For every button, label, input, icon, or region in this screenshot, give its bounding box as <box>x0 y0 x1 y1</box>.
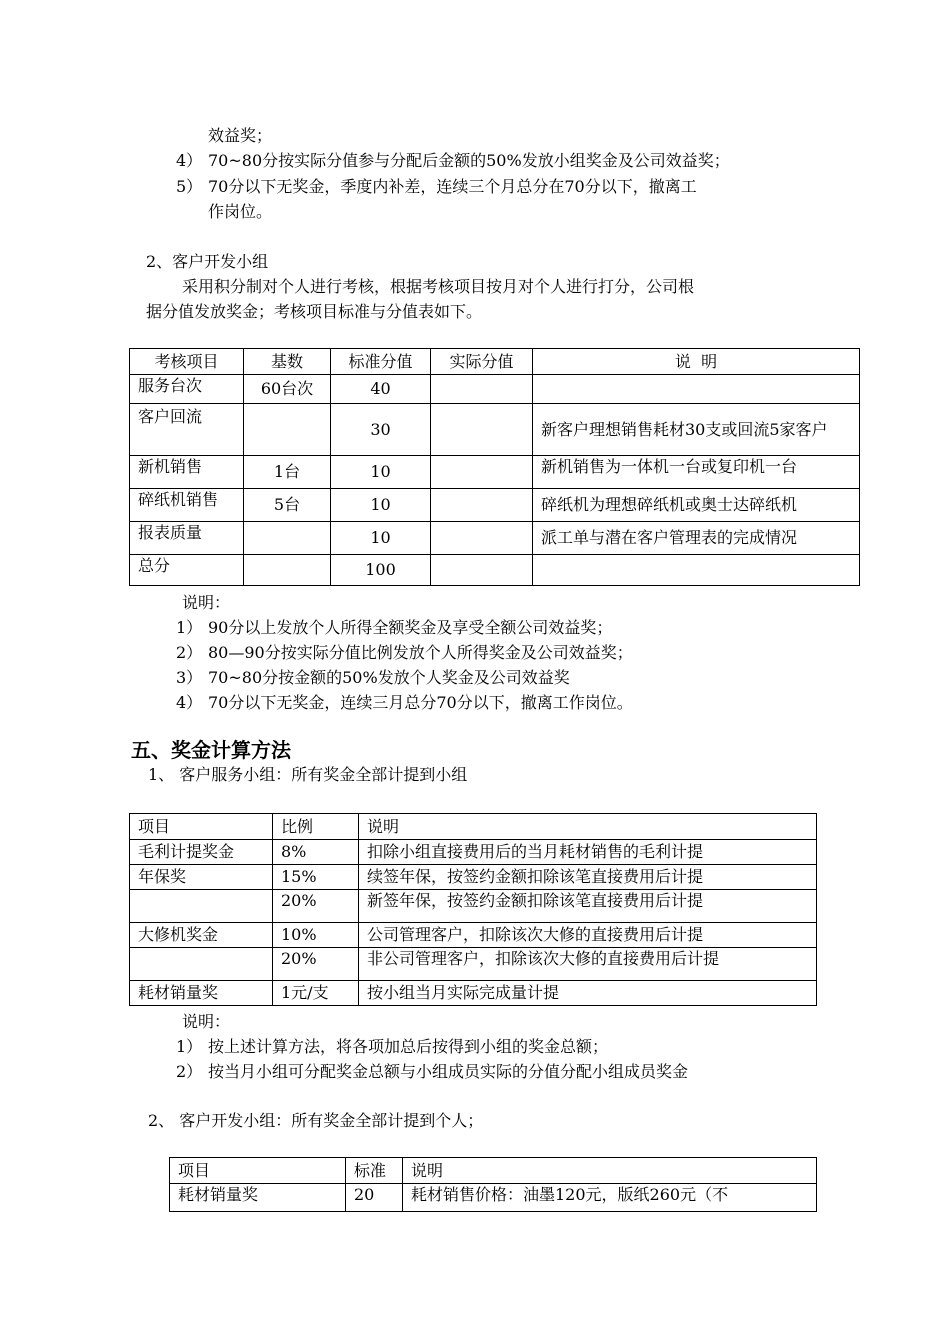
cell-actual <box>431 404 533 456</box>
cell-item <box>130 890 273 923</box>
list-number: 4） <box>176 151 203 170</box>
list-item <box>176 1036 608 1058</box>
cell-item: 总分 <box>130 555 244 586</box>
list-item <box>176 176 697 198</box>
cell-rate: 20% <box>273 890 359 923</box>
cell-standard: 100 <box>331 555 431 586</box>
cell-rate: 20% <box>273 948 359 981</box>
table-row <box>130 555 860 586</box>
table-row <box>130 981 817 1006</box>
cell-base <box>244 522 331 555</box>
table-row <box>130 923 817 948</box>
header-cell: 说 明 <box>533 349 860 375</box>
cell-standard: 20 <box>346 1184 403 1212</box>
cell-base: 5台 <box>244 489 331 522</box>
cell-item: 服务台次 <box>130 375 244 404</box>
list-number: 5） <box>176 177 203 196</box>
list-text: 70~80分按金额的50%发放个人奖金及公司效益奖 <box>208 668 570 687</box>
cell-base <box>244 404 331 456</box>
cell-standard: 10 <box>331 489 431 522</box>
cell-note: 派工单与潜在客户管理表的完成情况 <box>533 522 860 555</box>
cell-item: 客户回流 <box>130 404 244 456</box>
cell-actual <box>431 375 533 404</box>
cell-rate: 15% <box>273 865 359 890</box>
cell-standard: 30 <box>331 404 431 456</box>
notes-label: 说明： <box>182 1012 231 1031</box>
table-row <box>130 840 817 865</box>
paragraph-line: 采用积分制对个人进行考核，根据考核项目按月对个人进行打分，公司根 <box>182 277 695 296</box>
header-cell: 考核项目 <box>130 349 244 375</box>
cell-standard: 40 <box>331 375 431 404</box>
cell-item: 大修机奖金 <box>130 923 273 948</box>
cell-note: 非公司管理客户，扣除该次大修的直接费用后计提 <box>359 948 817 981</box>
cell-note: 耗材销售价格：油墨120元，版纸260元（不 <box>403 1184 817 1212</box>
list-text: 70分以下无奖金，季度内补差，连续三个月总分在70分以下，撤离工 <box>208 177 697 196</box>
table-header-row <box>170 1158 817 1184</box>
list-item <box>176 667 570 689</box>
header-cell: 说明 <box>359 814 817 840</box>
cell-note <box>533 375 860 404</box>
bonus-table <box>129 813 817 1006</box>
list-item <box>176 1061 688 1083</box>
notes-label: 说明： <box>182 593 231 612</box>
header-cell: 项目 <box>170 1158 346 1184</box>
header-cell: 项目 <box>130 814 273 840</box>
list-text: 按上述计算方法，将各项加总后按得到小组的奖金总额； <box>208 1037 609 1056</box>
cell-note: 新客户理想销售耗材30支或回流5家客户 <box>533 404 860 456</box>
header-cell: 标准 <box>346 1158 403 1184</box>
list-text-continued: 作岗位。 <box>208 202 273 221</box>
cell-item: 新机销售 <box>130 456 244 489</box>
list-text: 80—90分按实际分值比例发放个人所得奖金及公司效益奖； <box>208 643 633 662</box>
cell-note: 碎纸机为理想碎纸机或奥士达碎纸机 <box>533 489 860 522</box>
header-cell: 说明 <box>403 1158 817 1184</box>
list-item <box>176 150 730 172</box>
cell-note: 新签年保，按签约金额扣除该笔直接费用后计提 <box>359 890 817 923</box>
cell-actual <box>431 489 533 522</box>
table-header-row <box>130 814 817 840</box>
section-heading: 五、奖金计算方法 <box>131 738 291 762</box>
table-row <box>130 522 860 555</box>
section-subtitle: 2、客户开发小组 <box>146 252 269 271</box>
list-item <box>176 692 633 714</box>
dev-bonus-table <box>169 1157 817 1212</box>
header-cell: 基数 <box>244 349 331 375</box>
cell-note: 扣除小组直接费用后的当月耗材销售的毛利计提 <box>359 840 817 865</box>
table-row <box>130 489 860 522</box>
cell-actual <box>431 522 533 555</box>
cell-item: 年保奖 <box>130 865 273 890</box>
cell-item: 耗材销量奖 <box>170 1184 346 1212</box>
section-subtitle: 1、 客户服务小组：所有奖金全部计提到小组 <box>148 765 468 784</box>
cell-actual <box>431 456 533 489</box>
list-item <box>176 642 633 664</box>
table-row <box>130 948 817 981</box>
cell-item <box>130 948 273 981</box>
cell-rate: 1元/支 <box>273 981 359 1006</box>
list-continuation: 效益奖； <box>208 126 273 145</box>
list-text: 70~80分按实际分值参与分配后金额的50%发放小组奖金及公司效益奖； <box>208 151 730 170</box>
cell-item: 毛利计提奖金 <box>130 840 273 865</box>
cell-note <box>533 555 860 586</box>
table-row <box>170 1184 817 1212</box>
list-text: 70分以下无奖金，连续三月总分70分以下，撤离工作岗位。 <box>208 693 633 712</box>
table-header-row <box>130 349 860 375</box>
table-row <box>130 865 817 890</box>
cell-actual <box>431 555 533 586</box>
list-text: 按当月小组可分配奖金总额与小组成员实际的分值分配小组成员奖金 <box>208 1062 689 1081</box>
table-row <box>130 890 817 923</box>
cell-standard: 10 <box>331 456 431 489</box>
list-number: 2） <box>176 643 203 662</box>
cell-base: 1台 <box>244 456 331 489</box>
header-cell: 比例 <box>273 814 359 840</box>
cell-note: 公司管理客户，扣除该次大修的直接费用后计提 <box>359 923 817 948</box>
table-row <box>130 404 860 456</box>
cell-standard: 10 <box>331 522 431 555</box>
list-text: 90分以上发放个人所得全额奖金及享受全额公司效益奖； <box>208 618 613 637</box>
cell-item: 报表质量 <box>130 522 244 555</box>
cell-item: 碎纸机销售 <box>130 489 244 522</box>
list-number: 4） <box>176 693 203 712</box>
list-number: 1） <box>176 618 203 637</box>
assessment-table <box>129 348 860 586</box>
header-cell: 标准分值 <box>331 349 431 375</box>
section-subtitle: 2、 客户开发小组：所有奖金全部计提到个人； <box>148 1111 484 1130</box>
header-cell: 实际分值 <box>431 349 533 375</box>
table-row <box>130 456 860 489</box>
cell-note: 按小组当月实际完成量计提 <box>359 981 817 1006</box>
list-number: 1） <box>176 1037 203 1056</box>
cell-base <box>244 555 331 586</box>
paragraph-line: 据分值发放奖金；考核项目标准与分值表如下。 <box>146 302 483 321</box>
cell-rate: 8% <box>273 840 359 865</box>
cell-note: 新机销售为一体机一台或复印机一台 <box>533 456 860 489</box>
list-item <box>176 617 612 639</box>
list-number: 2） <box>176 1062 203 1081</box>
cell-item: 耗材销量奖 <box>130 981 273 1006</box>
table-row <box>130 375 860 404</box>
list-number: 3） <box>176 668 203 687</box>
cell-rate: 10% <box>273 923 359 948</box>
cell-base: 60台次 <box>244 375 331 404</box>
cell-note: 续签年保，按签约金额扣除该笔直接费用后计提 <box>359 865 817 890</box>
